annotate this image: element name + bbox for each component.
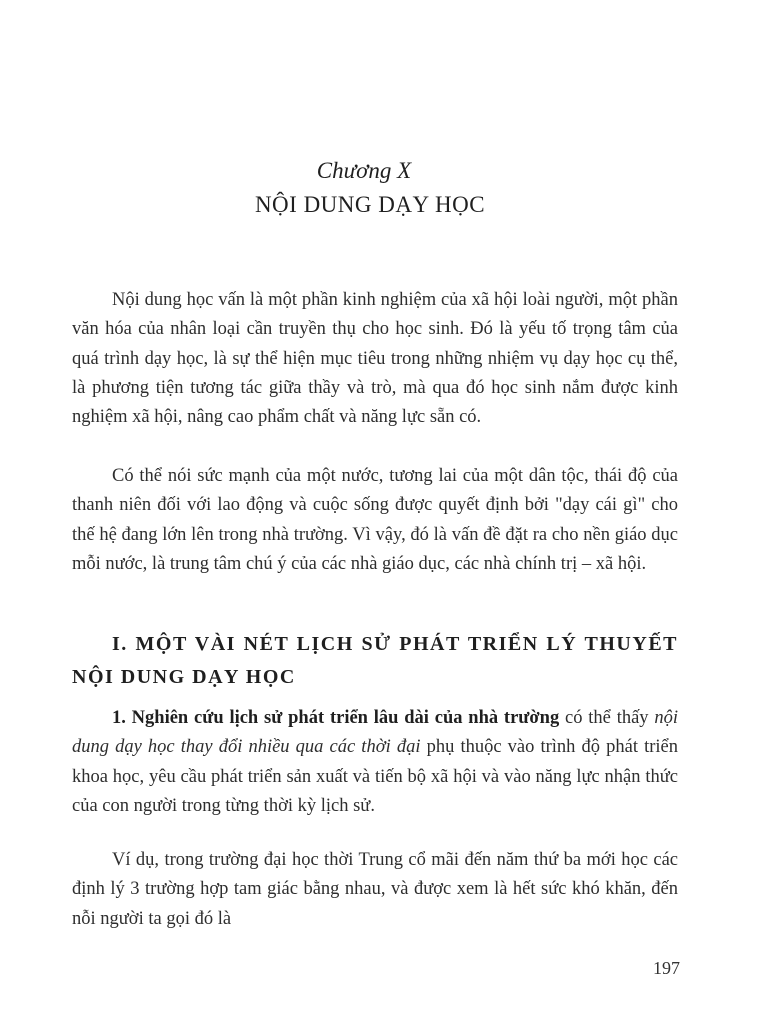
chapter-title: NỘI DUNG DẠY HỌC: [254, 192, 486, 217]
intro-paragraph: Nội dung học vấn là một phần kinh nghiệm của xã hội loài người, một phần văn hóa của nhân loại cần truyền thụ cho học sinh. Đó là yếu tố trọng tâm của quá trình dạy học, là sự thể hiện mục tiêu trong những nhiệm vụ dạy học cụ thể, là phương tiện tương tác giữa thầy và trò, mà qua đó học sinh nắm được kinh nghiệm xã hội, nâng cao phẩm chất và năng lực sẵn có.: [72, 290, 678, 428]
third-paragraph-text-1: có thể thấy: [559, 708, 655, 728]
chapter-label: Chương X: [316, 158, 412, 183]
section-heading: I. MỘT VÀI NÉT LỊCH SỬ PHÁT TRIỂN LÝ THUYẾT NỘI DUNG DẠY HỌC: [72, 633, 678, 688]
second-paragraph: Có thể nói sức mạnh của một nước, tương lai của một dân tộc, thái độ của thanh niên đối với lao động và cuộc sống được quyết định bởi "dạy cái gì" cho thế hệ đang lớn lên trong nhà trường. Vì vậy, đó là vấn đề đặt ra cho nền giáo dục mỗi nước, là trung tâm chú ý của các nhà giáo dục, các nhà chính trị – xã hội.: [72, 466, 678, 574]
third-paragraph-italic: nội dung dạy học thay đổi nhiều qua các thời đại: [72, 708, 678, 758]
third-paragraph: [72, 704, 678, 821]
third-paragraph-text-2: phụ thuộc vào trình độ phát triển khoa học, yêu cầu phát triển sản xuất và tiến bộ xã hội và vào năng lực nhận thức của con người trong từng thời kỳ lịch sử.: [72, 737, 678, 816]
third-paragraph-bold-lead: 1. Nghiên cứu lịch sử phát triển lâu dài của nhà trường: [112, 708, 560, 728]
fourth-paragraph: Ví dụ, trong trường đại học thời Trung cổ mãi đến năm thứ ba mới học các định lý 3 trường hợp tam giác bằng nhau, và được xem là hết sức khó khăn, đến nỗi người ta gọi đó là: [72, 850, 678, 929]
page-number: 197: [653, 958, 680, 978]
